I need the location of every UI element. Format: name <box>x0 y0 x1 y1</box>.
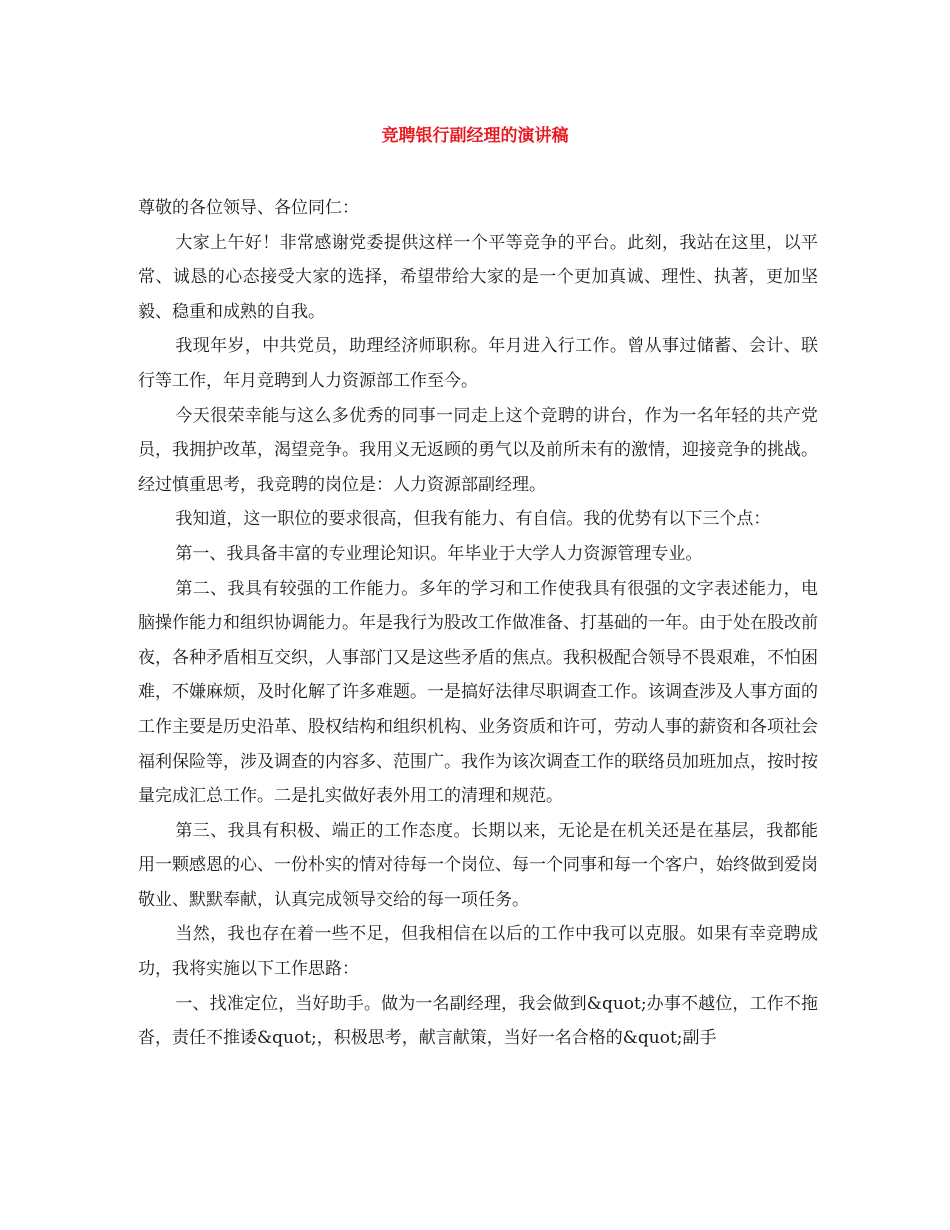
paragraph-advantage-one: 第一、我具备丰富的专业理论知识。年毕业于大学人力资源管理专业。 <box>175 543 703 564</box>
document-body <box>138 191 818 1056</box>
paragraph-advantage-two: 第二、我具有较强的工作能力。多年的学习和工作使我具有很强的文字表述能力，电脑操作能力和组织协调能力。年是我行为股改工作做准备、打基础的一年。由于处在股改前夜，各种矛盾相互交织，人事部门又是这些矛盾的焦点。我积极配合领导不畏艰难，不怕困难，不嫌麻烦，及时化解了许多难题。一是搞好法律尽职调查工作。该调查涉及人事方面的工作主要是历史沿革、股权结构和组织机构、业务资质和许可，劳动人事的薪资和各项社会福利保险等，涉及调查的内容多、范围广。我作为该次调查工作的联络员加班加点，按时按量完成汇总工作。二是扎实做好表外用工的清理和规范。 <box>138 578 818 807</box>
paragraph-self-introduction: 我现年岁，中共党员，助理经济师职称。年月进入行工作。曾从事过储蓄、会计、联行等工作，年月竞聘到人力资源部工作至今。 <box>138 336 818 391</box>
paragraph-advantages-intro: 我知道，这一职位的要求很高，但我有能力、有自信。我的优势有以下三个点： <box>175 509 771 530</box>
salutation: 尊敬的各位领导、各位同仁： <box>138 198 359 218</box>
paragraph-shortcomings: 当然，我也存在着一些不足，但我相信在以后的工作中我可以克服。如果有幸竞聘成功，我将实施以下工作思路： <box>138 924 818 980</box>
paragraph-plan-one: 一、找准定位，当好助手。做为一名副经理，我会做到&quot;办事不越位，工作不拖沓，责任不推诿&quot;，积极思考，献言献策，当好一名合格的&quot;副手 <box>138 993 818 1049</box>
paragraph-greeting: 大家上午好！非常感谢党委提供这样一个平等竞争的平台。此刻，我站在这里，以平常、诚恳的心态接受大家的选择，希望带给大家的是一个更加真诚、理性、执著，更加坚毅、稳重和成熟的自我。 <box>138 232 818 322</box>
paragraph-position-applied: 今天很荣幸能与这么多优秀的同事一同走上这个竞聘的讲台，作为一名年轻的共产党员，我拥护改革，渴望竞争。我用义无返顾的勇气以及前所未有的激情，迎接竞争的挑战。经过慎重思考，我竞聘的岗位是：人力资源部副经理。 <box>138 405 818 495</box>
document-title: 竞聘银行副经理的演讲稿 <box>381 126 569 146</box>
paragraph-advantage-three: 第三、我具有积极、端正的工作态度。长期以来，无论是在机关还是在基层，我都能用一颗感恩的心、一份朴实的情对待每一个岗位、每一个同事和每一个客户，始终做到爱岗敬业、默默奉献，认真完成领导交给的每一项任务。 <box>138 820 818 910</box>
